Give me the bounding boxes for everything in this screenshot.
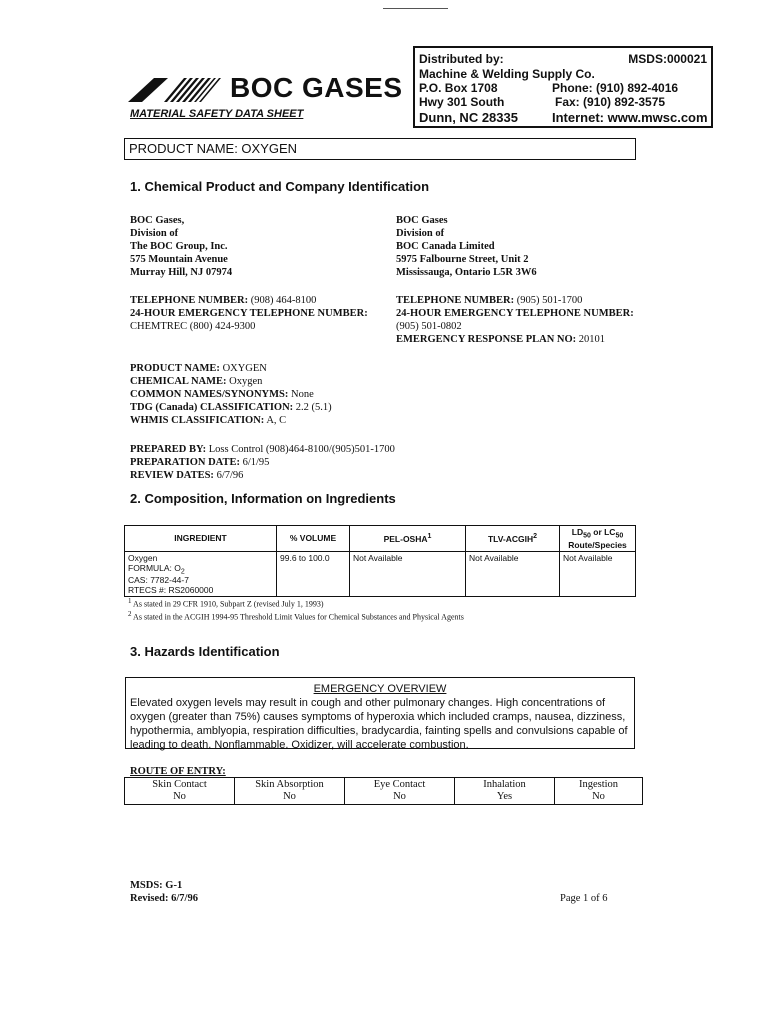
distributor-name: Machine & Welding Supply Co. [419,67,595,81]
us-address-line: The BOC Group, Inc. [130,241,228,252]
ld-cell: Not Available [560,551,636,597]
canada-address [396,214,537,279]
route-name: Skin Contact [152,779,207,790]
ca-emergency-phone: (905) 501-0802 [396,321,462,332]
product-name-box: PRODUCT NAME: OXYGEN [124,138,636,160]
distributor-internet: Internet: www.mwsc.com [552,110,708,125]
footnote-mark: 2 [128,610,132,618]
overview-line: leading to death. Nonflammable. Oxidizer, will accelerate combustion. [130,739,469,751]
ingredient-name: Oxygen [128,552,158,563]
footer-msds-id: MSDS: G-1 [130,880,183,891]
route-cell [345,778,455,805]
pel-footnote-mark: 1 [427,532,432,540]
top-rule [383,8,448,9]
detail-row [130,388,332,401]
us-phone: (908) 464-8100 [248,295,317,306]
detail-value: OXYGEN [219,363,267,374]
header-tlv [466,526,560,552]
prep-row [130,443,395,456]
distributor-box [413,46,713,128]
prep-label: PREPARATION DATE: [130,457,240,468]
us-address-line: 575 Mountain Avenue [130,254,228,265]
us-emergency-label: 24-HOUR EMERGENCY TELEPHONE NUMBER: [130,308,368,319]
detail-row [130,414,332,427]
detail-label: COMMON NAMES/SYNONYMS: [130,389,289,400]
route-species-label: Route/Species [568,539,627,550]
detail-value: A, C [264,415,287,426]
emergency-overview-box [125,677,635,749]
route-value: No [592,791,605,802]
tlv-footnote-mark: 2 [533,532,538,540]
pel-label: PEL-OSHA [383,533,428,544]
ingredient-cas: CAS: 7782-44-7 [128,575,189,586]
header-pel [350,526,466,552]
footnote-mark: 1 [128,597,132,605]
footnote-text: As stated in 29 CFR 1910, Subpart Z (revised July 1, 1993) [131,599,324,609]
prep-value: 6/1/95 [239,457,270,468]
table-header-row [125,526,636,552]
lc-subscript: 50 [615,532,624,540]
route-name: Ingestion [578,779,619,790]
distributor-city: Dunn, NC 28335 [419,110,518,125]
ca-address-line: 5975 Falbourne Street, Unit 2 [396,254,529,265]
distributor-po-box: P.O. Box 1708 [419,81,498,95]
product-details [130,362,332,427]
ingredient-formula [128,563,273,576]
volume-cell: 99.6 to 100.0 [277,551,350,597]
emergency-overview-title: EMERGENCY OVERVIEW [313,683,447,695]
overview-line: hypothermia, amblyopia, respiration difficulties, bradycardia, fainting spells and convulsions capable of [130,725,628,737]
ca-plan-label: EMERGENCY RESPONSE PLAN NO: [396,334,577,345]
footnote-1 [128,597,324,609]
ca-emergency-label: 24-HOUR EMERGENCY TELEPHONE NUMBER: [396,308,634,319]
company-logo-text: BOC GASES [230,72,403,103]
ingredient-cell [125,551,277,597]
ca-address-line: Division of [396,228,445,239]
us-address-line: BOC Gases, [130,215,185,226]
ca-phone: (905) 501-1700 [514,295,583,306]
page-number: Page 1 of 6 [560,893,608,904]
route-cell [125,778,235,805]
formula-label: FORMULA: O [128,562,181,573]
distributor-fax: Fax: (910) 892-3575 [555,95,666,109]
route-cell [235,778,345,805]
footnote-text: As stated in the ACGIH 1994-95 Threshold Limit Values for Chemical Substances and Physical Agents [131,612,464,622]
detail-label: WHMIS CLASSIFICATION: [130,415,265,426]
detail-label: TDG (Canada) CLASSIFICATION: [130,402,294,413]
detail-row [130,375,332,388]
ingredients-table [124,525,636,597]
us-phone-label: TELEPHONE NUMBER: [130,295,249,306]
detail-label: PRODUCT NAME: [130,363,220,374]
ca-address-line: Mississauga, Ontario L5R 3W6 [396,267,537,278]
route-value: No [173,791,186,802]
boc-logo-stripes-icon [128,78,224,102]
document-subtitle: MATERIAL SAFETY DATA SHEET [130,108,304,120]
footnote-2 [128,610,464,622]
formula-subscript: 2 [180,568,185,576]
ld-label: LD [571,527,584,537]
detail-value: Oxygen [226,376,263,387]
header-ingredient: INGREDIENT [125,526,277,552]
section-2-title: 2. Composition, Information on Ingredients [130,491,396,506]
canada-phones [396,294,634,346]
route-of-entry-table [124,777,643,805]
us-address-line: Division of [130,228,179,239]
table-row [125,551,636,597]
prep-value: Loss Control (908)464-8100/(905)501-1700 [206,444,395,455]
detail-row [130,401,332,414]
lc-label: or LC [590,527,616,537]
overview-line: Elevated oxygen levels may result in cough and other pulmonary changes. High concentrations of [130,697,606,709]
ca-phone-label: TELEPHONE NUMBER: [396,295,515,306]
preparation-info [130,443,395,482]
ca-address-line: BOC Gases [396,215,448,226]
distributor-street: Hwy 301 South [419,95,505,109]
ca-plan-number: 20101 [576,334,606,345]
ld-subscript: 50 [583,532,591,540]
route-name: Eye Contact [373,779,426,790]
distributor-label: Distributed by: [419,52,504,66]
route-value: No [393,791,406,802]
pel-cell: Not Available [350,551,466,597]
prep-row [130,469,395,482]
route-name: Skin Absorption [255,779,324,790]
detail-row [130,362,332,375]
prep-label: PREPARED BY: [130,444,207,455]
us-phones [130,294,368,333]
detail-value: 2.2 (5.1) [293,402,332,413]
tlv-label: TLV-ACGIH [487,533,534,544]
us-address-line: Murray Hill, NJ 07974 [130,267,233,278]
section-1-title: 1. Chemical Product and Company Identification [130,179,430,194]
ca-address-line: BOC Canada Limited [396,241,495,252]
section-3-title: 3. Hazards Identification [130,644,280,659]
detail-value: None [288,389,314,400]
route-value: Yes [496,791,513,802]
header-volume: % VOLUME [277,526,350,552]
us-address [130,214,232,279]
route-cell [555,778,643,805]
route-name: Inhalation [483,779,526,790]
route-of-entry-label: ROUTE OF ENTRY: [130,766,226,777]
prep-row [130,456,395,469]
distributor-phone: Phone: (910) 892-4016 [552,81,679,95]
msds-id: MSDS:000021 [628,52,707,66]
detail-label: CHEMICAL NAME: [130,376,227,387]
prep-label: REVIEW DATES: [130,470,214,481]
us-emergency-phone: CHEMTREC (800) 424-9300 [130,321,256,332]
ingredient-rtecs: RTECS #: RS2060000 [128,585,214,596]
route-cell [455,778,555,805]
tlv-cell: Not Available [466,551,560,597]
overview-line: oxygen (greater than 75%) causes symptoms of hyperoxia which included cramps, nausea, dizziness, [130,711,626,723]
route-value: No [283,791,296,802]
footer-revised-date: Revised: 6/7/96 [130,893,198,904]
prep-value: 6/7/96 [213,470,244,481]
table-row [125,778,643,805]
header-ld-lc [560,526,636,552]
